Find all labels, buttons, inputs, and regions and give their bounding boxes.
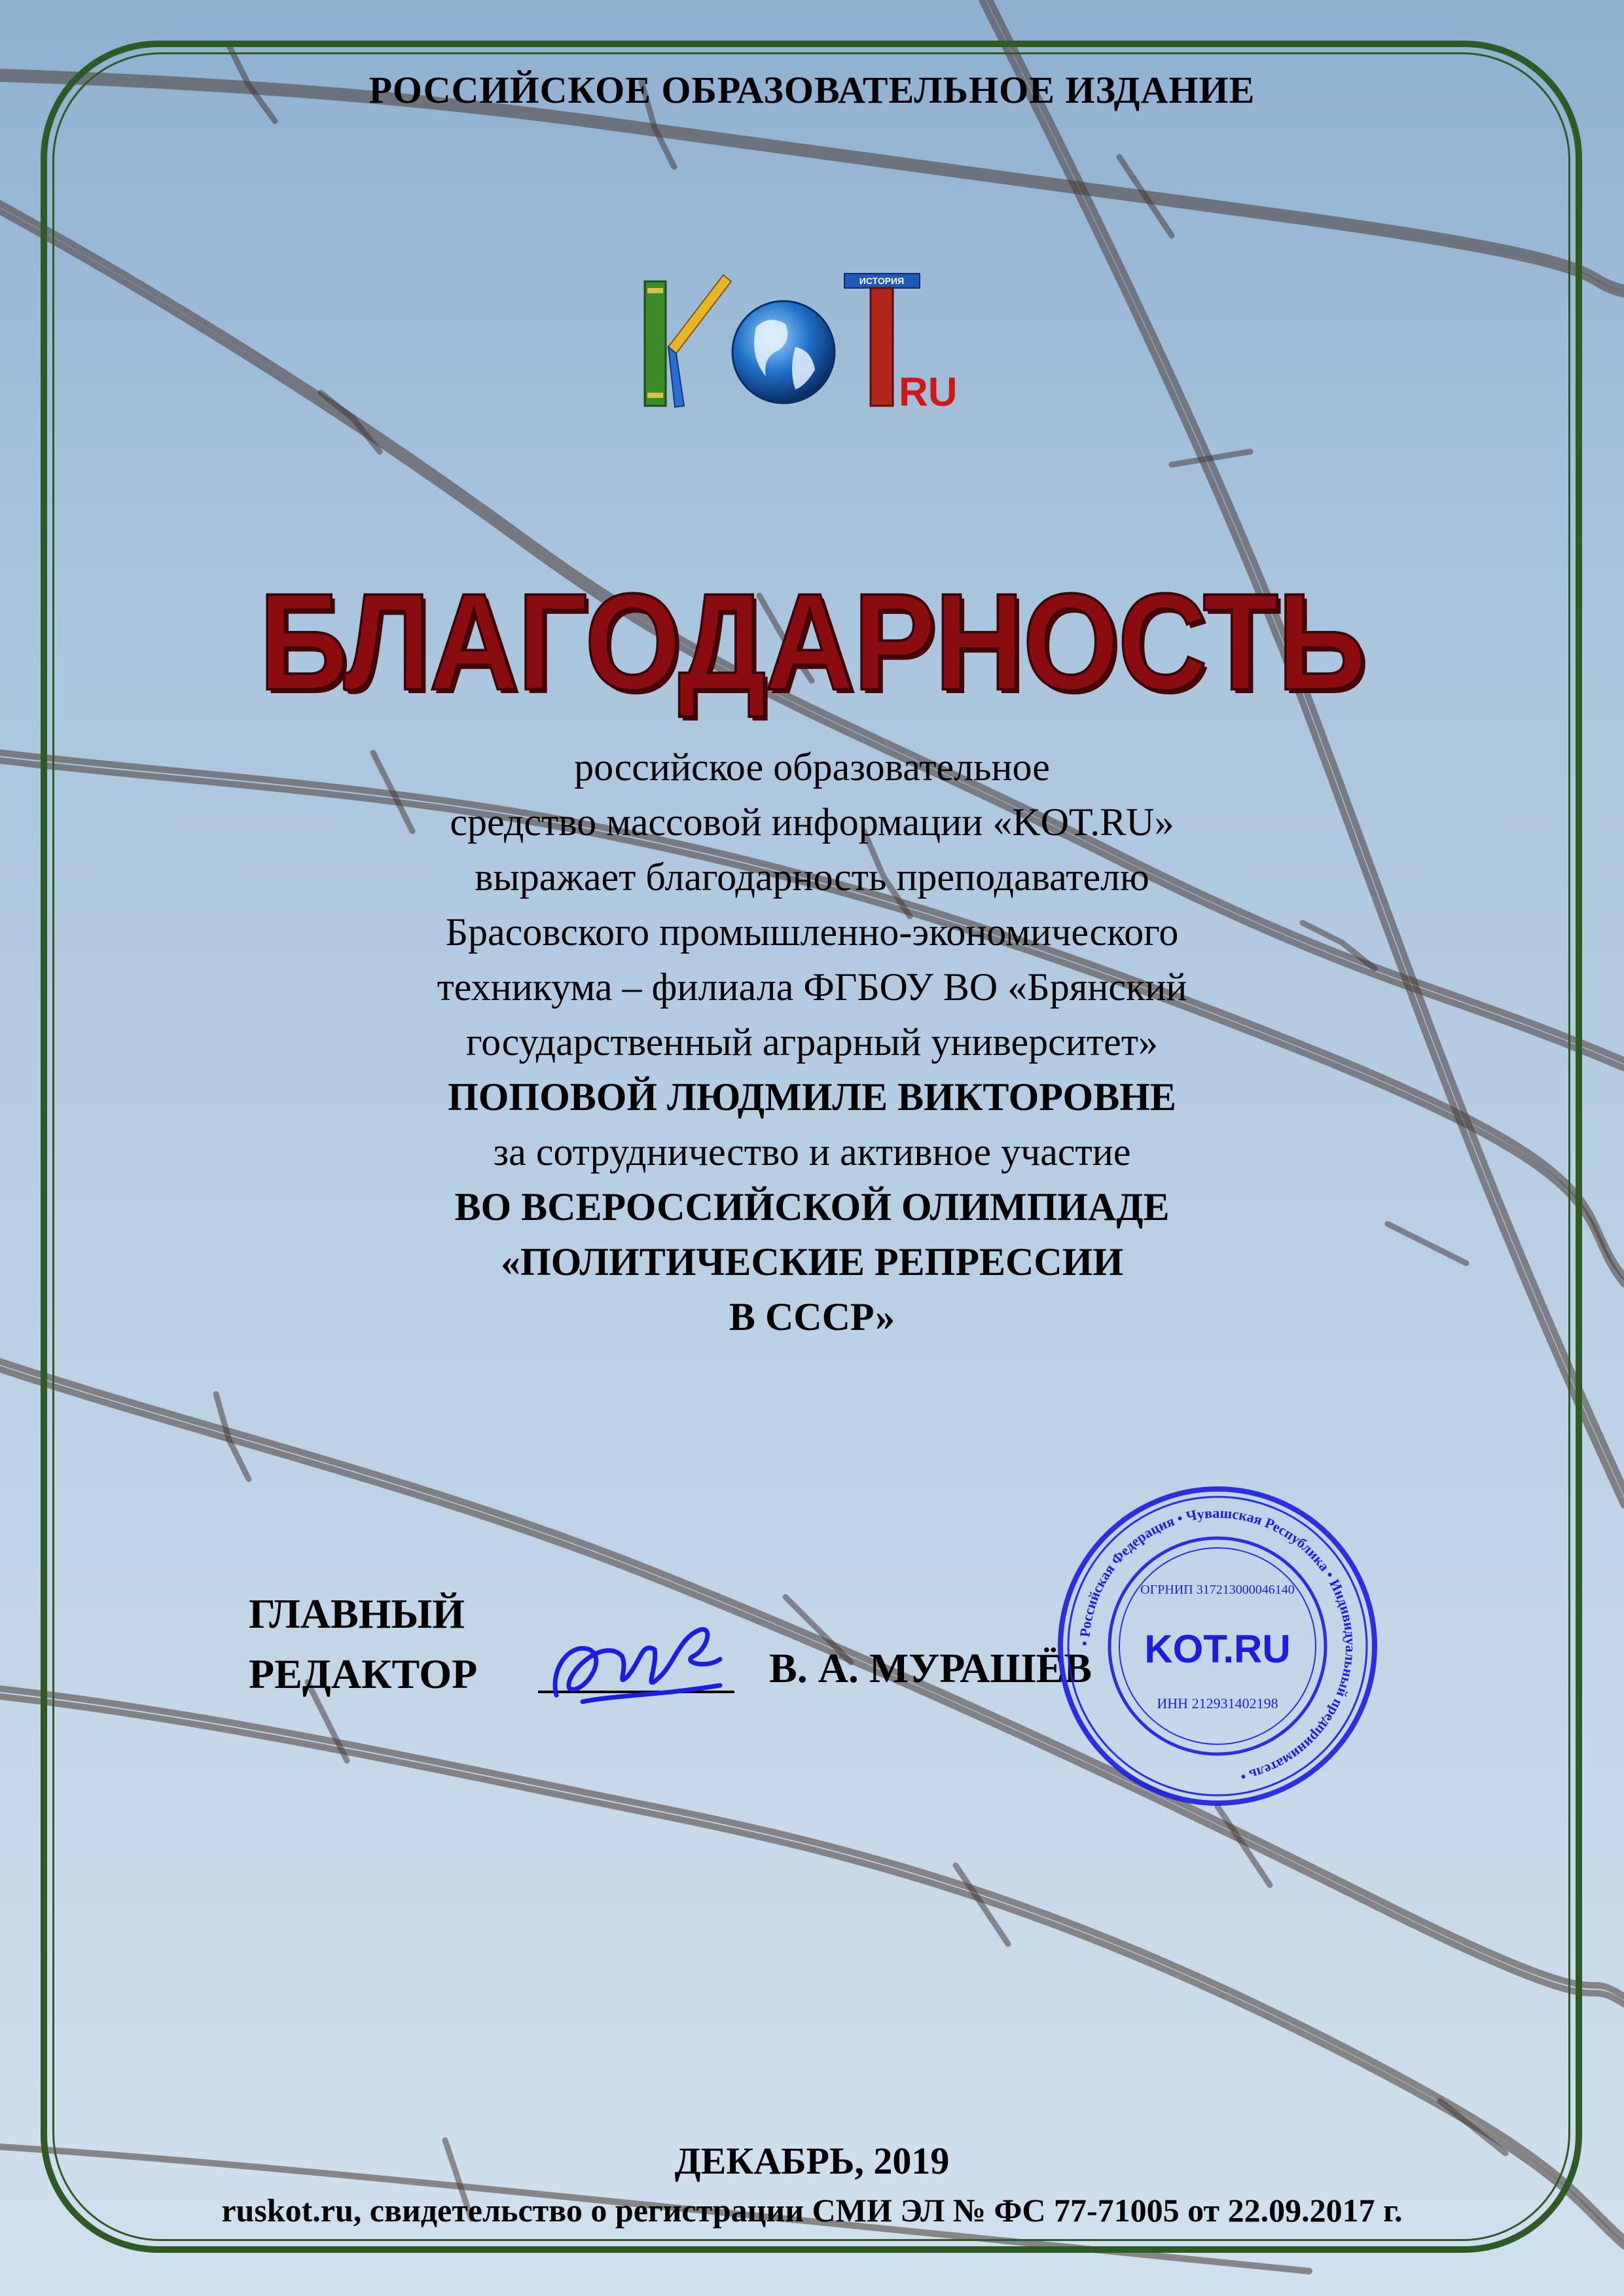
body-line: государственный аграрный университет» [466, 1020, 1158, 1064]
kot-ru-logo [638, 268, 959, 412]
body-line: техникума – филиала ФГБОУ ВО «Брянский [437, 965, 1187, 1009]
certificate-title: БЛАГОДАРНОСТЬ [259, 565, 1365, 719]
handwritten-signature [543, 1597, 733, 1728]
stamp-center-text: KOT.RU [1144, 1627, 1291, 1671]
issue-date: ДЕКАБРЬ, 2019 [674, 2140, 950, 2182]
logo-istoria-text: ИСТОРИЯ [859, 276, 905, 286]
signatory-role [249, 1584, 477, 1704]
event-line: ВО ВСЕРОССИЙСКОЙ ОЛИМПИАДЕ [454, 1185, 1170, 1229]
role-line: РЕДАКТОР [249, 1651, 478, 1697]
recipient-name: ПОПОВОЙ ЛЮДМИЛЕ ВИКТОРОВНЕ [448, 1075, 1176, 1119]
signatory-name: В. А. МУРАШЁВ [769, 1645, 1092, 1691]
role-line: ГЛАВНЫЙ [249, 1590, 465, 1637]
body-line: Брасовского промышленно-экономического [445, 910, 1179, 954]
publication-header: РОССИЙСКОЕ ОБРАЗОВАТЕЛЬНОЕ ИЗДАНИЕ [369, 69, 1255, 111]
certificate-body [0, 740, 1624, 1344]
event-line: В СССР» [729, 1295, 895, 1338]
stamp-ogrnip: ОГРНИП 317213000046140 [1140, 1583, 1295, 1597]
body-line: средство массовой информации «KOT.RU» [450, 800, 1174, 844]
event-line: «ПОЛИТИЧЕСКИЕ РЕПРЕССИИ [500, 1240, 1123, 1283]
reason-line: за сотрудничество и активное участие [493, 1130, 1131, 1174]
body-line: российское образовательное [574, 745, 1050, 789]
stamp-inn: ИНН 212931402198 [1157, 1695, 1278, 1712]
logo-ru-text: RU [899, 370, 958, 412]
svg-text:• Российская Федерация • Чуваш: • Российская Федерация • Чувашская Республика • Индивидуальный предприниматель • [1075, 1504, 1360, 1785]
official-stamp [1054, 1482, 1381, 1810]
registration-info: ruskot.ru, свидетельство о регистрации СМИ ЭЛ № ФС 77-71005 от 22.09.2017 г. [221, 2192, 1403, 2229]
body-line: выражает благодарность преподавателю [475, 855, 1149, 899]
